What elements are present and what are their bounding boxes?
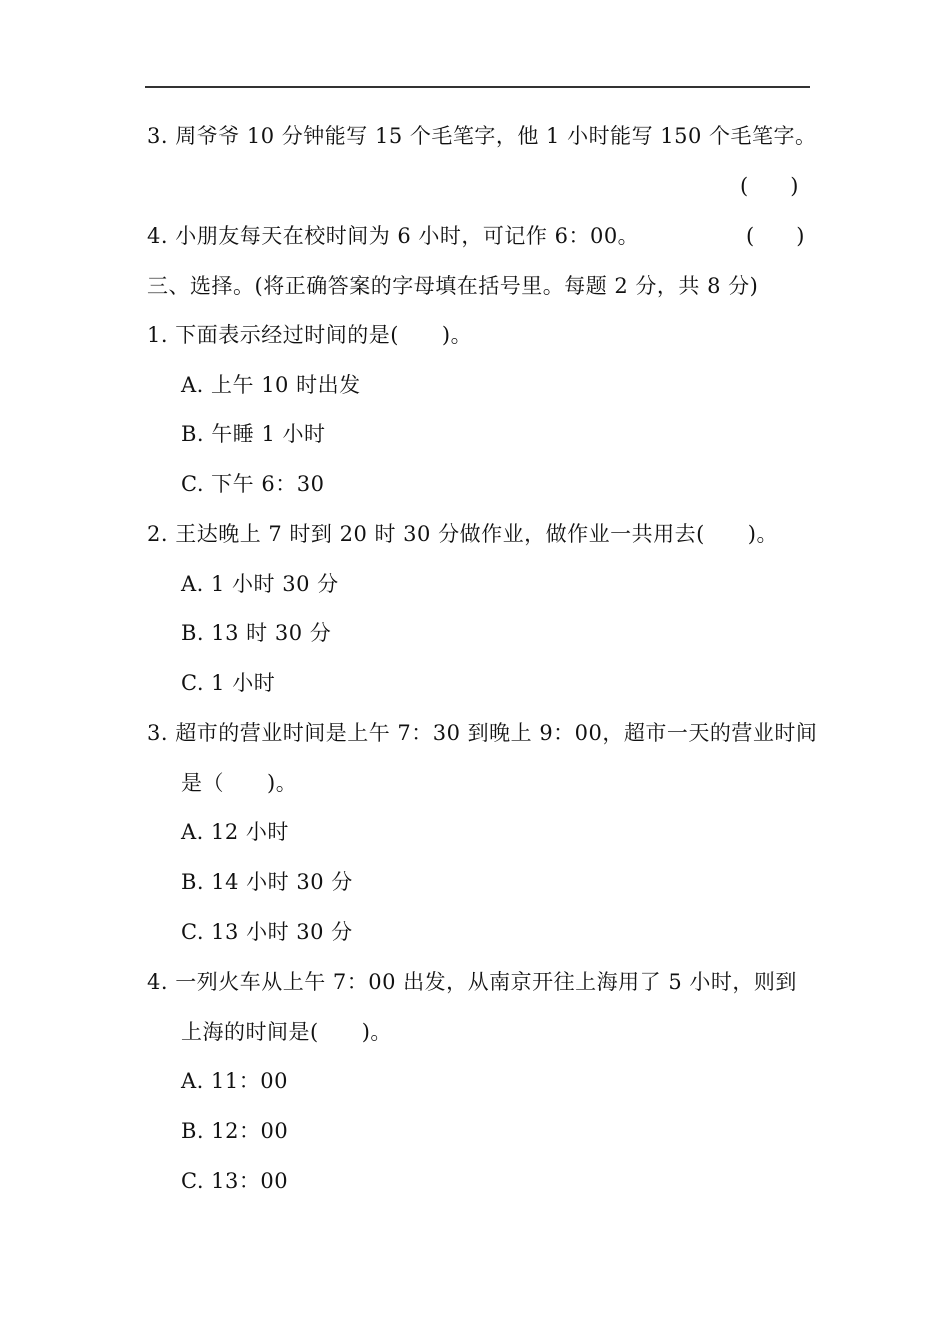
question-4-option-c[interactable]: C. 13：00	[181, 1169, 289, 1193]
question-1-option-c[interactable]: C. 下午 6：30	[181, 472, 325, 496]
question-3-stem-continued: 是（ )。	[181, 771, 298, 795]
section-heading: 三、选择。(将正确答案的字母填在括号里。每题 2 分，共 8 分)	[147, 274, 759, 298]
question-3-stem: 3. 超市的营业时间是上午 7：30 到晚上 9：00，超市一天的营业时间	[147, 721, 818, 745]
judgement-q4-blank[interactable]: ( )	[746, 224, 805, 248]
question-4-option-a[interactable]: A. 11：00	[181, 1069, 288, 1093]
question-2-option-b[interactable]: B. 13 时 30 分	[181, 621, 332, 645]
question-2-option-a[interactable]: A. 1 小时 30 分	[181, 572, 339, 596]
judgement-q3-text: 3. 周爷爷 10 分钟能写 15 个毛笔字，他 1 小时能写 150 个毛笔字。	[147, 124, 817, 148]
top-rule	[145, 86, 810, 88]
question-1-stem: 1. 下面表示经过时间的是( )。	[147, 323, 473, 347]
question-4-option-b[interactable]: B. 12：00	[181, 1119, 289, 1143]
question-4-stem: 4. 一列火车从上午 7：00 出发，从南京开往上海用了 5 小时，则到	[147, 970, 797, 994]
question-4-stem-continued: 上海的时间是( )。	[181, 1020, 392, 1044]
question-3-option-b[interactable]: B. 14 小时 30 分	[181, 870, 353, 894]
question-2-option-c[interactable]: C. 1 小时	[181, 671, 276, 695]
judgement-q3-blank[interactable]: ( )	[740, 174, 799, 198]
question-2-stem: 2. 王达晚上 7 时到 20 时 30 分做作业，做作业一共用去( )。	[147, 522, 778, 546]
question-3-option-a[interactable]: A. 12 小时	[181, 820, 289, 844]
question-3-option-c[interactable]: C. 13 小时 30 分	[181, 920, 353, 944]
question-1-option-a[interactable]: A. 上午 10 时出发	[181, 373, 361, 397]
judgement-q4-text: 4. 小朋友每天在校时间为 6 小时，可记作 6：00。	[147, 224, 640, 248]
question-1-option-b[interactable]: B. 午睡 1 小时	[181, 422, 326, 446]
